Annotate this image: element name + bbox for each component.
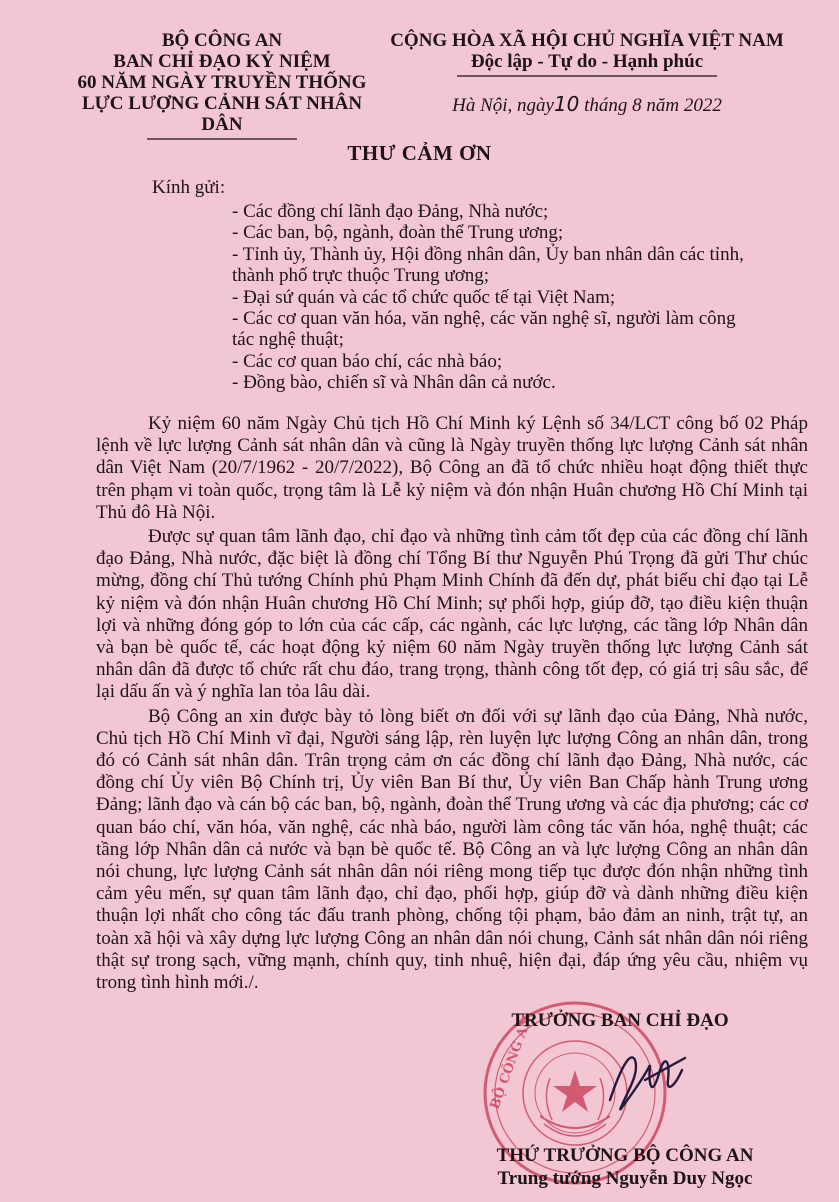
- recipient-line: - Các ban, bộ, ngành, đoàn thể Trung ương;: [232, 222, 564, 244]
- signatory-name: Trung tướng Nguyễn Duy Ngọc: [497, 1168, 753, 1189]
- occasion-line: 60 NĂM NGÀY TRUYỀN THỐNG: [77, 72, 367, 93]
- body-paragraph: Được sự quan tâm lãnh đạo, chỉ đạo và những tình cảm tốt đẹp của các đồng chí lãnh đạo Đảng, Nhà nước, đặc biệt là đồng chí Tổng Bí thư Nguyễn Phú Trọng đã gửi Thư chúc mừng, đồng chí Thủ tướng Chính phủ Phạm Minh Chính đã đến dự, phát biểu chỉ đạo tại Lễ kỷ niệm và đón nhận Huân chương Hồ Chí Minh; sự phối hợp, giúp đỡ, tạo điều kiện thuận lợi và những đóng góp to lớn của các cấp, các ngành, các lực lượng, các tầng lớp Nhân dân và bạn bè quốc tế, các hoạt động kỷ niệm 60 năm Ngày truyền thống lực lượng Cảnh sát nhân dân đã được tổ chức rất chu đáo, trang trọng, thành công tốt đẹp, có giá trị sâu sắc, để lại dấu ấn và ý nghĩa lan tỏa lâu dài.: [96, 526, 808, 703]
- handwritten-signature: [590, 1030, 700, 1120]
- nation-name: CỘNG HÒA XÃ HỘI CHỦ NGHĨA VIỆT NAM: [390, 30, 784, 51]
- ministry-name: BỘ CÔNG AN: [161, 30, 283, 51]
- force-name: LỰC LƯỢNG CẢNH SÁT NHÂN DÂN: [81, 93, 363, 135]
- recipient-line: tác nghệ thuật;: [232, 329, 344, 351]
- body-paragraph: Bộ Công an xin được bày tỏ lòng biết ơn đối với sự lãnh đạo của Đảng, Nhà nước, Chủ tịch Hồ Chí Minh vĩ đại, Người sáng lập, rèn luyện lực lượng Công an nhân dân, trong đó có Cảnh sát nhân dân. Trân trọng cảm ơn các đồng chí lãnh đạo Đảng, Nhà nước, các đồng chí Ủy viên Bộ Chính trị, Ủy viên Ban Bí thư, Ủy viên Ban Chấp hành Trung ương Đảng; lãnh đạo và cán bộ các ban, bộ, ngành, đoàn thể Trung ương và các địa phương; các cơ quan báo chí, văn hóa, văn nghệ, các nhà báo, người làm công tác văn hóa, nghệ thuật; các tầng lớp Nhân dân cả nước và bạn bè quốc tế. Bộ Công an và lực lượng Công an nhân dân nói chung, lực lượng Cảnh sát nhân dân nói riêng mong tiếp tục được đón nhận những tình cảm yêu mến, sự quan tâm lãnh đạo, chỉ đạo, phối hợp, giúp đỡ và dành những điều kiện thuận lợi nhất cho công tác đấu tranh phòng, chống tội phạm, bảo đảm an ninh, trật tự, an toàn xã hội và xây dựng lực lượng Công an nhân dân nói chung, Cảnh sát nhân dân nói riêng thật sự trong sạch, vững mạnh, chính quy, tinh nhuệ, hiện đại, đáp ứng yêu cầu, nhiệm vụ trong tình hình mới./.: [96, 705, 808, 994]
- issue-date: [372, 94, 802, 116]
- seal-text: BỘ CÔNG AN: [487, 1014, 536, 1112]
- signatory-position: THỨ TRƯỞNG BỘ CÔNG AN: [496, 1145, 754, 1166]
- recipient-line: - Đồng bào, chiến sĩ và Nhân dân cả nước.: [232, 372, 556, 394]
- recipient-line: - Các cơ quan văn hóa, văn nghệ, các văn nghệ sĩ, người làm công: [232, 308, 736, 330]
- greeting: Kính gửi:: [152, 177, 226, 198]
- date-suffix: tháng 8 năm 2022: [584, 95, 722, 116]
- date-prefix: Hà Nội, ngày: [452, 95, 554, 116]
- issuing-agency-header: [62, 30, 382, 141]
- board-name: BAN CHỈ ĐẠO KỶ NIỆM: [113, 51, 331, 72]
- letter-title: THƯ CẢM ƠN: [347, 141, 492, 165]
- national-header: [372, 30, 802, 116]
- body-paragraph: Kỷ niệm 60 năm Ngày Chủ tịch Hồ Chí Minh ký Lệnh số 34/LCT công bố 02 Pháp lệnh về lực lượng Cảnh sát nhân dân và cũng là Ngày truyền thống lực lượng Cảnh sát nhân dân Việt Nam (20/7/1962 - 20/7/2022), Bộ Công an đã tổ chức nhiều hoạt động thiết thực trên phạm vi toàn quốc, trọng tâm là Lễ kỷ niệm và đón nhận Huân chương Hồ Chí Minh tại Thủ đô Hà Nội.: [96, 413, 808, 523]
- national-motto: Độc lập - Tự do - Hạnh phúc: [470, 51, 704, 72]
- signatory-role: TRƯỞNG BAN CHỈ ĐẠO: [511, 1010, 729, 1031]
- motto-underline: [457, 74, 717, 78]
- recipient-line: - Đại sứ quán và các tổ chức quốc tế tại Việt Nam;: [232, 286, 616, 308]
- date-day: 10: [553, 92, 580, 116]
- recipient-line: thành phố trực thuộc Trung ương;: [232, 265, 490, 287]
- signatory-block: [450, 1144, 800, 1190]
- letter-body: [96, 413, 808, 996]
- recipient-line: - Các cơ quan báo chí, các nhà báo;: [232, 350, 503, 372]
- recipient-line: - Các đồng chí lãnh đạo Đảng, Nhà nước;: [232, 201, 549, 222]
- recipient-list: [232, 201, 792, 394]
- recipient-line: - Tỉnh ủy, Thành ủy, Hội đồng nhân dân, Ủy ban nhân dân các tỉnh,: [232, 243, 744, 265]
